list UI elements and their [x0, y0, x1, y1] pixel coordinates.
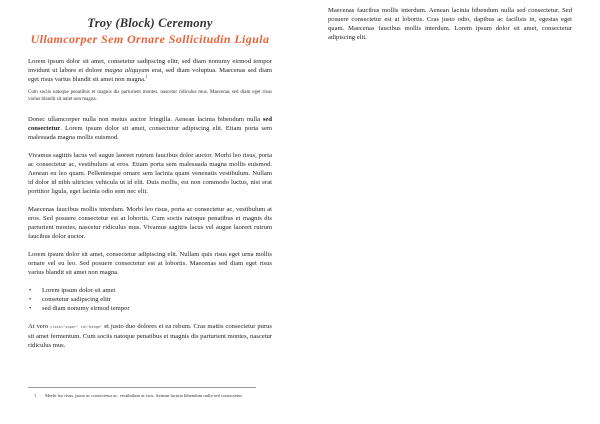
- list-item-text: sed diam nonumy eirmod tempor: [42, 304, 130, 312]
- footnote-text: Morbi leo risus, porta ac consectetur ac, vestibulum at eros. Aenean lacinia bibendum nulla sed consectetur.: [45, 393, 243, 398]
- footnote-marker[interactable]: 1: [145, 73, 148, 79]
- paragraph-1-start: Donec ullamcorper nulla non metus auctor fringilla. Aenean lacinia bibendum nulla: [28, 115, 263, 123]
- intro-text-start: Lorem ipsum dolor sit amet, consetetur sadipscing elitr, sed diam nonumy eirmod tempor invidunt ut labore et dolore: [28, 58, 272, 74]
- list-item-text: Lorem ipsum dolor sit amet: [42, 286, 116, 294]
- bullet-icon: •: [29, 304, 32, 312]
- footnote-number: 1: [34, 393, 37, 398]
- paragraph-4: Lorem ipsum dolor sit amet, consectetur adipiscing elit. Nullam quis risus eget urna mollis ornare vel eu leo. Sed posuere consectetur est at lobortis. Maecenas sed diam eget risus varius blandit sit amet non magna.: [28, 250, 272, 276]
- right-column-paragraph: Maecenas faucibus mollis interdum. Aenean lacinia bibendum nulla sed consectetur. Sed posuere consectetur est at lobortis. Cras justo odio, dapibus ac facilisis in, egestas eget quam. Maecenas faucibus mollis interdum. Lorem ipsum dolor sit amet, consectetur adipiscing elit.: [328, 7, 572, 41]
- intro-paragraph: [28, 57, 272, 84]
- inline-code: class="super" id="benge": [50, 324, 103, 329]
- paragraph-1-bold: sed consectetur: [28, 115, 272, 132]
- paragraph-1-end: . Lorem ipsum dolor sit amet, consectetur adipiscing elit. Etiam porta sem malesuada magna mollis euismod.: [28, 124, 272, 141]
- bullet-list: [28, 286, 272, 313]
- left-column: [28, 16, 272, 350]
- paragraph-2: Vivamus sagittis lacus vel augue laoreet rutrum faucibus dolor auctor. Morbi leo risus, porta ac consectetur ac, vestibulum at eros. Etiam porta sem malesuada magna mollis euismod. Aenean eu leo quam. Pellentesque ornare sem lacinia quam venenatis vestibulum. Nullam id dolor id nibh ultricies vehicula ut id elit. Duis mollis, est non commodo luctus, nisi erat porttitor ligula, eget lacinia odio sem nec elit.: [28, 151, 272, 195]
- intro-text-end: erat, sed diam voluptua. Maecenas sed diam eget risus varius blandit sit amet non magna.: [28, 67, 272, 83]
- bullet-icon: •: [29, 286, 32, 294]
- small-print-paragraph: Cum sociis natoque penatibus et magnis dis parturient montes, nascetur ridiculus mus. Maecenas sed diam eget risus varius blandit sit amet non magna.: [28, 90, 272, 103]
- footnote-divider: [28, 387, 256, 388]
- right-column: [328, 6, 572, 42]
- list-item-text: consetetur sadipscing elitr: [42, 295, 111, 303]
- paragraph-5: [28, 322, 272, 350]
- list-item: [28, 286, 272, 295]
- paragraph-5-start: At vero: [28, 322, 51, 330]
- list-item: [28, 295, 272, 304]
- footnote: [28, 393, 272, 399]
- document-title: Troy (Block) Ceremony: [87, 16, 213, 30]
- list-item: [28, 304, 272, 313]
- intro-emphasis: magna aliquyam: [104, 67, 150, 74]
- document-subtitle: Ullamcorper Sem Ornare Sollicitudin Ligula: [30, 32, 270, 46]
- paragraph-1: [28, 115, 272, 142]
- paragraph-5-end: et justo duo dolores et ea rebum. Cras mattis consectetur purus sit amet fermentum. Cum sociis natoque penatibus et magnis dis parturient montes, nascetur ridiculus mus.: [28, 322, 272, 349]
- paragraph-3: Maecenas faucibus mollis interdum. Morbi leo risus, porta ac consectetur ac, vestibulum at eros. Sed posuere consectetur est at lobortis. Cum sociis natoque penatibus et magnis dis parturient montes, nascetur ridiculus mus. Vivamus sagittis lacus vel augue laoreet rutrum faucibus dolor auctor.: [28, 205, 272, 240]
- bullet-icon: •: [29, 295, 32, 303]
